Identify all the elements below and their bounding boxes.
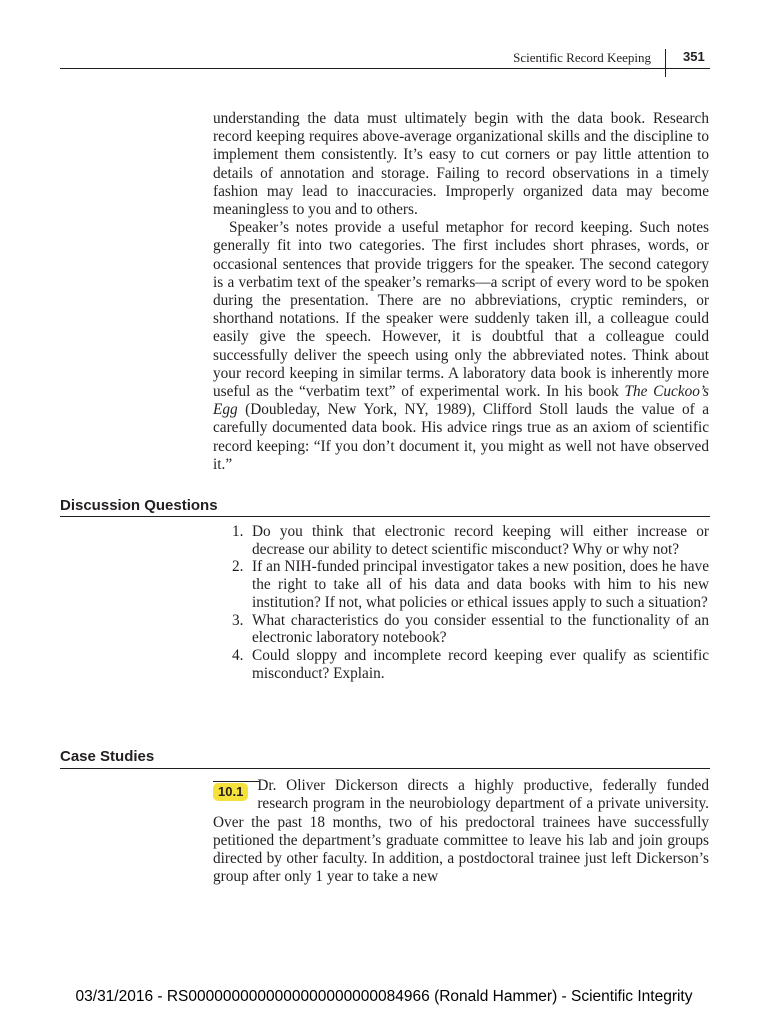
case-text: Dr. Oliver Dickerson directs a highly productive, federally funded research program in the neurobiology department of a private university. Over the past 18 months, two of his predoctoral trainees have successfully petitioned the department’s graduate committee to leave his lab and join groups directed by other faculty. In addition, a postdoctoral trainee just left Dickerson’s group after only 1 year to take a new (213, 777, 709, 886)
question-text: What characteristics do you consider essential to the functionality of an electronic laboratory notebook? (252, 611, 709, 647)
case-study-10-1 (213, 777, 709, 887)
header-rule (60, 68, 710, 69)
case-studies-rule (60, 768, 710, 769)
running-title: Scientific Record Keeping (513, 50, 651, 65)
question-number: 2. (232, 558, 244, 576)
paragraph-2-part-2: (Doubleday, New York, NY, 1989), Clifford Stoll lauds the value of a carefully documented data book. His advice rings true as an axiom of scientific record keeping: “If you don’t document it, you might as well not have observed it.” (213, 401, 709, 473)
header-divider (665, 49, 666, 77)
question-number: 1. (232, 523, 244, 540)
question-item (213, 523, 709, 558)
question-text: If an NIH-funded principal investigator takes a new position, does he have the right to take all of his data and data books with him to his new institution? If not, what policies or ethical issues apply to such a situation? (252, 558, 709, 611)
paragraph-2 (213, 219, 709, 474)
question-text: Do you think that electronic record keeping will either increase or decrease our ability to detect scientific misconduct? Why or why not? (252, 523, 709, 558)
paragraph-1: understanding the data must ultimately begin with the data book. Research record keeping requires above-average organizational skills and the discipline to implement them consistently. It’s easy to cut corners or pay little attention to details of annotation and storage. Failing to record observations in a timely fashion may lead to inaccuracies. Improperly organized data may become meaningless to you and to others. (213, 110, 709, 219)
case-number-badge: 10.1 (213, 783, 248, 801)
paragraph-2-part-1: Speaker’s notes provide a useful metaphor for record keeping. Such notes generally fit into two categories. The first includes short phrases, words, or occasional sentences that provide triggers for the speaker. The second category is a verbatim text of the speaker’s remarks—a script of every word to be spoken during the presentation. There are no abbreviations, cryptic reminders, or shorthand notations. If the speaker were suddenly taken ill, a colleague could easily give the speech. However, it is doubtful that a colleague could successfully deliver the speech using only the abbreviated notes. Think about your record keeping in similar terms. A laboratory data book is inherently more useful as the “verbatim text” of experimental work. In his book (213, 219, 709, 401)
book-title: The Cuckoo’s Egg (213, 383, 709, 419)
discussion-questions (213, 523, 709, 682)
case-studies-heading: Case Studies (60, 748, 155, 765)
discussion-heading: Discussion Questions (60, 497, 218, 514)
download-watermark: 03/31/2016 - RS0000000000000000000000084966 (Ronald Hammer) - Scientific Integrity (75, 988, 693, 1005)
question-number: 3. (232, 611, 244, 629)
question-text: Could sloppy and incomplete record keeping ever qualify as scientific misconduct? Explain. (252, 646, 709, 682)
main-text (213, 110, 709, 474)
discussion-rule (60, 516, 710, 517)
question-item (213, 647, 709, 682)
page-number: 351 (683, 49, 705, 64)
question-item (213, 558, 709, 611)
question-item (213, 612, 709, 647)
question-number: 4. (232, 646, 244, 664)
